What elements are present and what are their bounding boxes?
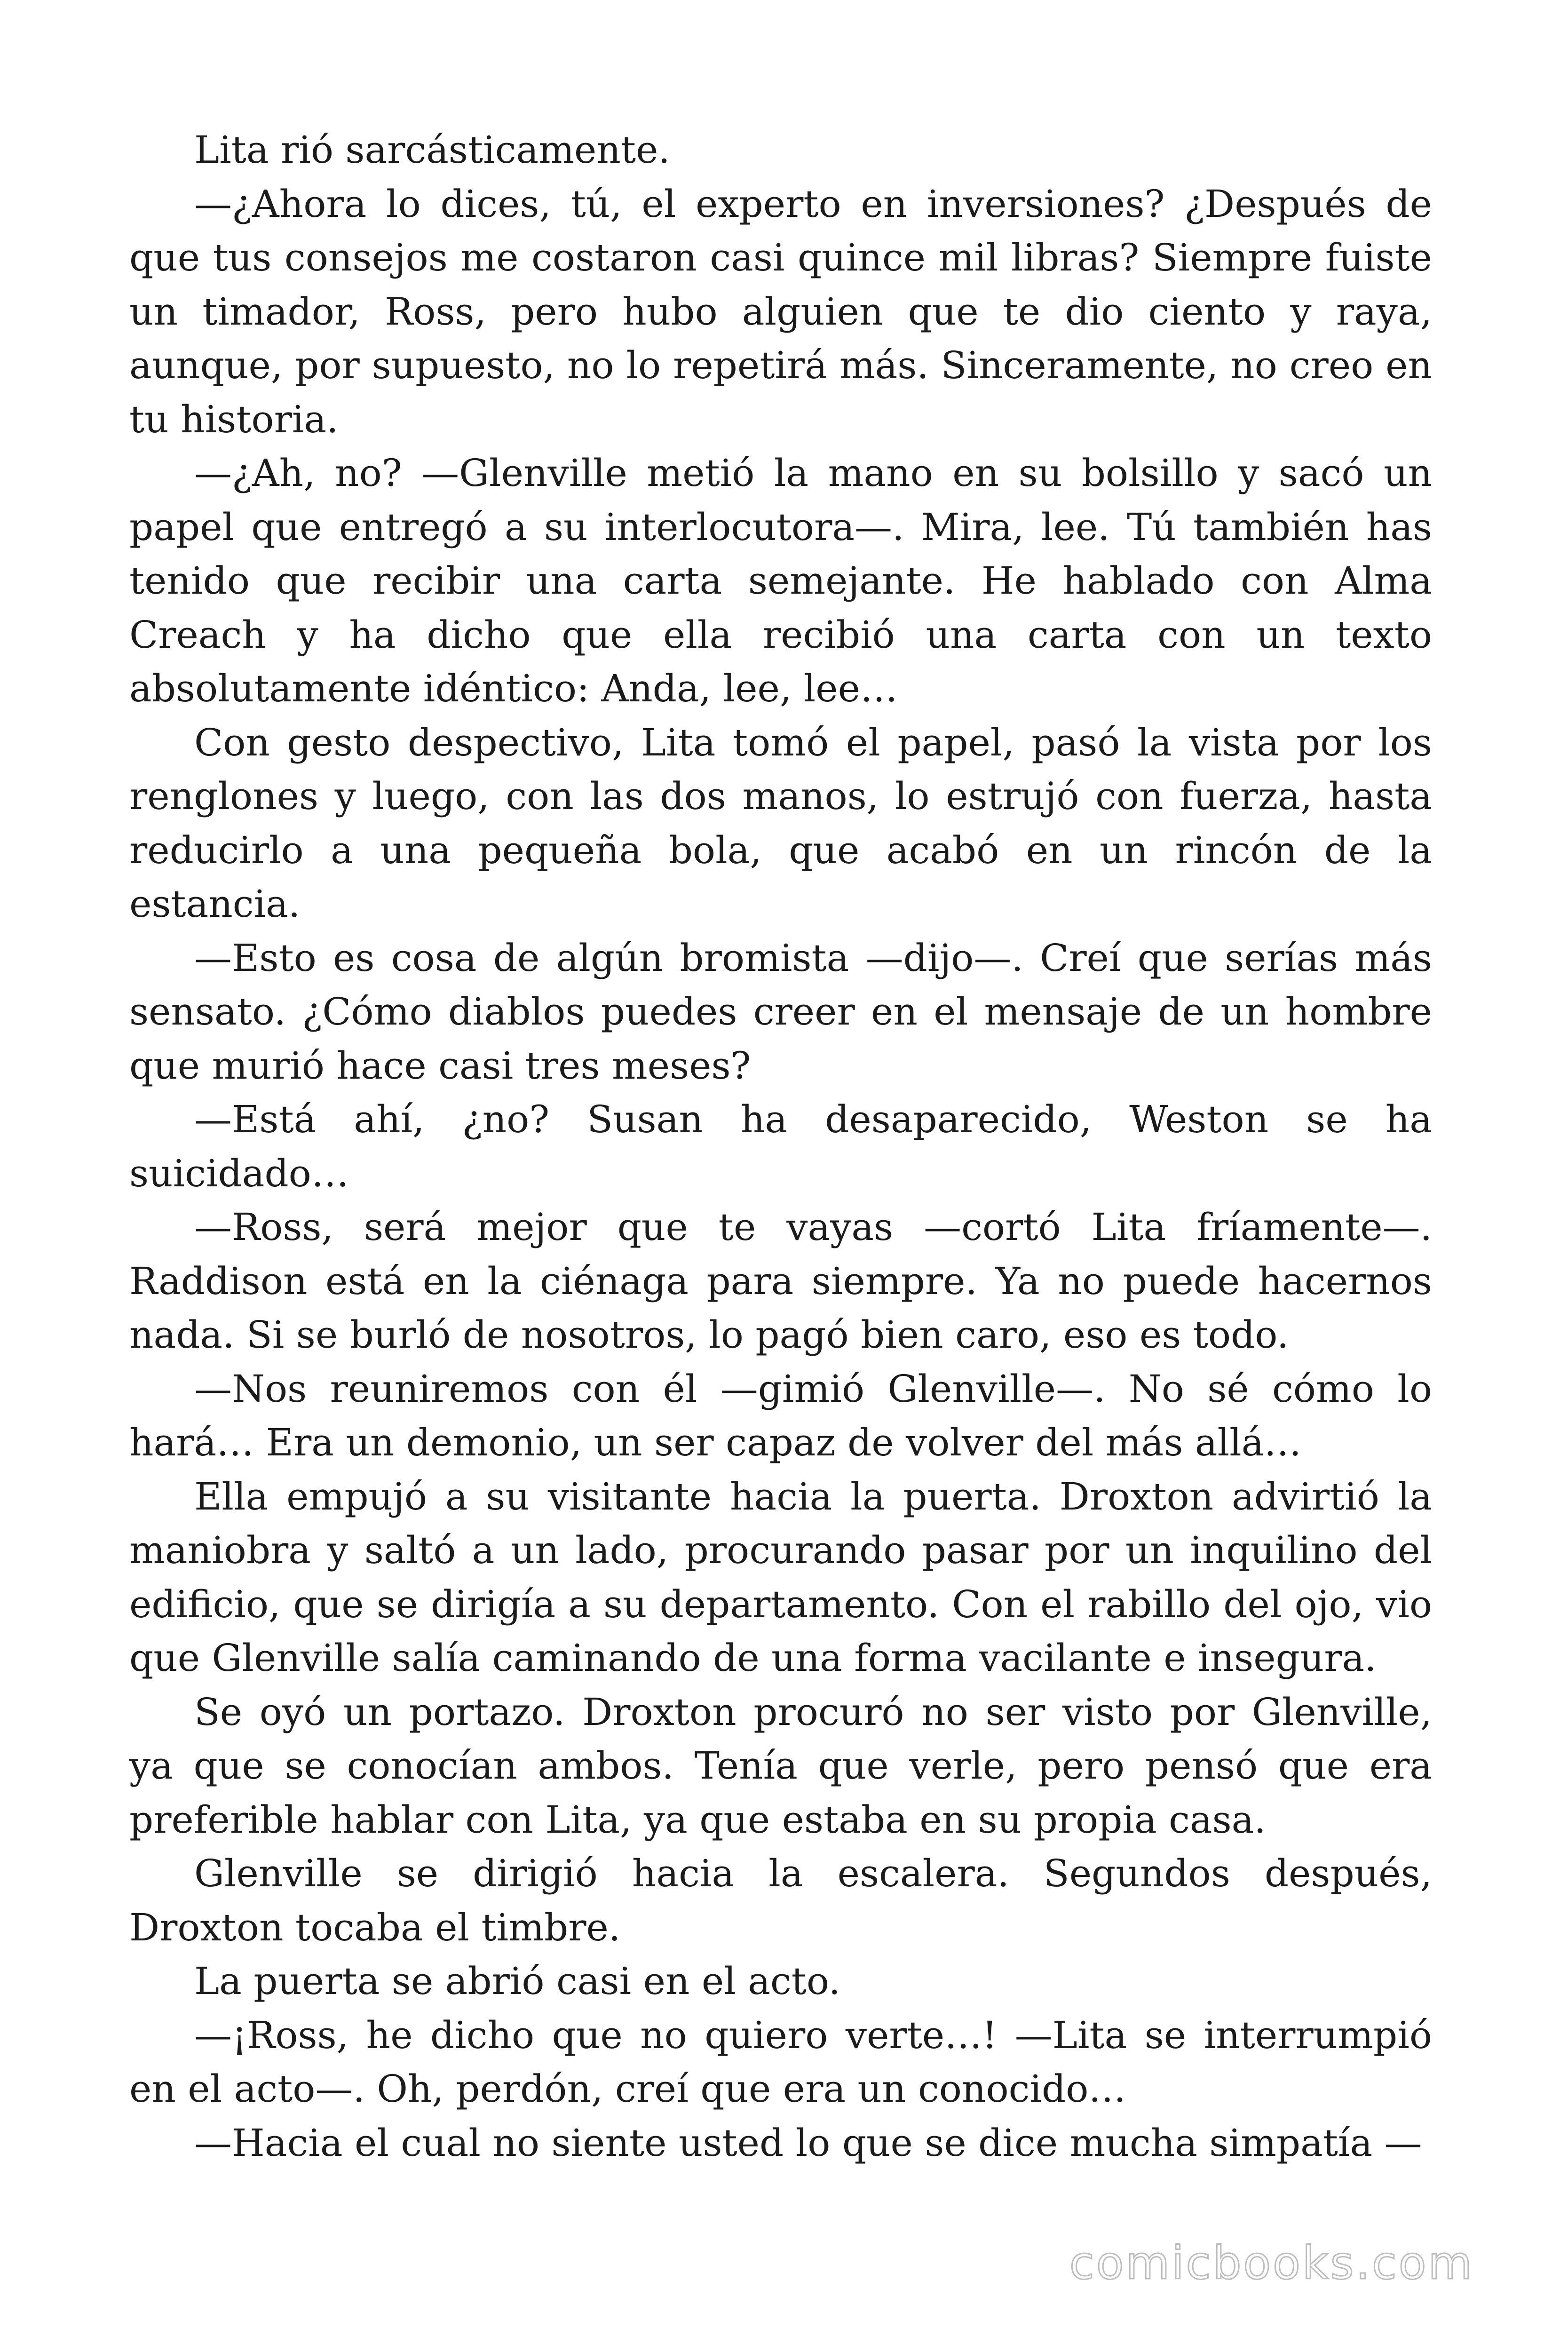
- paragraph: Glenville se dirigió hacia la escalera. Segundos después, Droxton tocaba el timbre.: [129, 1851, 1432, 1949]
- paragraph: —¿Ahora lo dices, tú, el experto en inversiones? ¿Después de que tus consejos me costaron casi quince mil libras? Siempre fuiste un timador, Ross, pero hubo alguien que te dio ciento y raya, aunque, por supuesto, no lo repetirá más. Sinceramente, no creo en tu historia.: [129, 182, 1432, 441]
- paragraph: —Está ahí, ¿no? Susan ha desaparecido, Weston se ha suicidado…: [129, 1097, 1432, 1195]
- paragraph: Lita rió sarcásticamente.: [194, 128, 670, 172]
- paragraph: —Nos reuniremos con él —gimió Glenville—. No sé cómo lo hará… Era un demonio, un ser capaz de volver del más allá…: [129, 1367, 1432, 1464]
- paragraph: —Esto es cosa de algún bromista —dijo—. Creí que serías más sensato. ¿Cómo diablos puedes creer en el mensaje de un hombre que murió hace casi tres meses?: [129, 936, 1432, 1088]
- paragraph: Con gesto despectivo, Lita tomó el papel, pasó la vista por los renglones y luego, con las dos manos, lo estrujó con fuerza, hasta reducirlo a una pequeña bola, que acabó en un rincón de la estancia.: [129, 720, 1432, 926]
- watermark: comicbooks.com: [1069, 2237, 1474, 2289]
- page-body-text: [129, 123, 1432, 2170]
- paragraph: —Ross, será mejor que te vayas —cortó Lita fríamente—. Raddison está en la ciénaga para siempre. Ya no puede hacernos nada. Si se burló de nosotros, lo pagó bien caro, eso es todo.: [129, 1205, 1432, 1357]
- paragraph: —¡Ross, he dicho que no quiero verte…! —Lita se interrumpió en el acto—. Oh, perdón, creí que era un conocido…: [129, 2013, 1432, 2111]
- paragraph: —Hacia el cual no siente usted lo que se dice mucha simpatía —: [194, 2121, 1422, 2165]
- paragraph: La puerta se abrió casi en el acto.: [194, 1959, 841, 2003]
- paragraph: —¿Ah, no? —Glenville metió la mano en su bolsillo y sacó un papel que entregó a su interlocutora—. Mira, lee. Tú también has tenido que recibir una carta semejante. He hablado con Alma Creach y ha dicho que ella recibió una carta con un texto absolutamente idéntico: Anda, lee, lee…: [129, 451, 1432, 710]
- paragraph: Se oyó un portazo. Droxton procuró no ser visto por Glenville, ya que se conocían ambos. Tenía que verle, pero pensó que era preferible hablar con Lita, ya que estaba en su propia casa.: [129, 1690, 1432, 1842]
- paragraph: Ella empujó a su visitante hacia la puerta. Droxton advirtió la maniobra y saltó a un lado, procurando pasar por un inquilino del edificio, que se dirigía a su departamento. Con el rabillo del ojo, vio que Glenville salía caminando de una forma vacilante e insegura.: [129, 1474, 1432, 1680]
